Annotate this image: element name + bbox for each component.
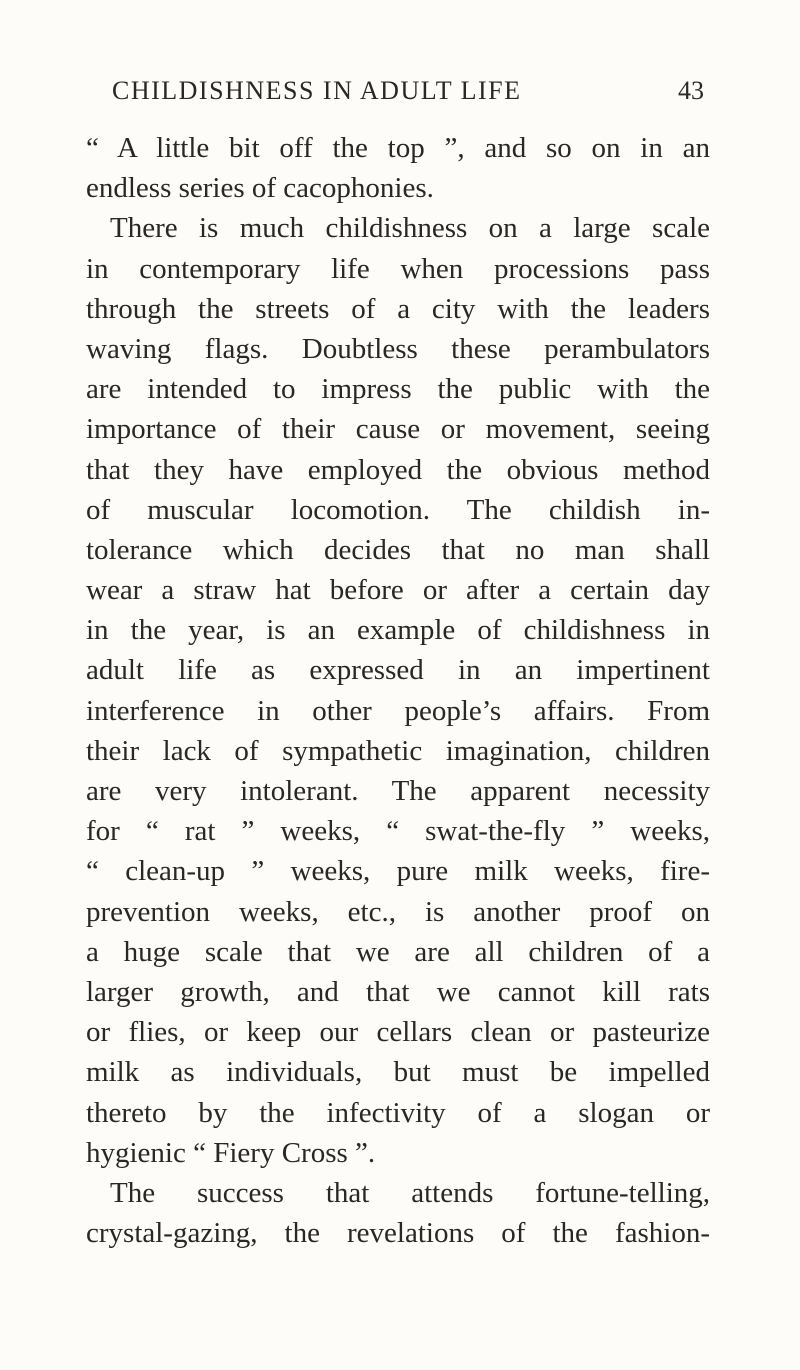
text-line: tolerance which decides that no man shall bbox=[86, 533, 710, 566]
text-line: adult life as expressed in an impertinent bbox=[86, 654, 710, 687]
text-line: hygienic “ Fiery Cross ”. bbox=[86, 1136, 376, 1169]
text-line: There is much childishness on a large scale bbox=[110, 212, 710, 245]
body-text bbox=[86, 128, 710, 1253]
text-line: interference in other people’s affairs. From bbox=[86, 694, 710, 727]
text-line: a huge scale that we are all children of a bbox=[86, 935, 710, 968]
text-line: crystal-gazing, the revelations of the fashion- bbox=[86, 1217, 710, 1250]
text-line: or flies, or keep our cellars clean or pasteurize bbox=[86, 1016, 710, 1049]
text-line: in the year, is an example of childishness in bbox=[86, 614, 710, 647]
text-line: prevention weeks, etc., is another proof on bbox=[86, 895, 710, 928]
text-line: “ A little bit off the top ”, and so on in an bbox=[86, 132, 710, 164]
text-line: in contemporary life when processions pass bbox=[86, 252, 710, 285]
text-line: importance of their cause or movement, seeing bbox=[86, 413, 710, 446]
text-line: are very intolerant. The apparent necessity bbox=[86, 775, 710, 807]
text-line: for “ rat ” weeks, “ swat-the-fly ” weeks, bbox=[86, 815, 710, 848]
text-line: “ clean-up ” weeks, pure milk weeks, fire- bbox=[86, 855, 710, 888]
text-line: through the streets of a city with the leaders bbox=[86, 292, 710, 325]
text-line: milk as individuals, but must be impelled bbox=[86, 1056, 710, 1089]
text-line: are intended to impress the public with the bbox=[86, 373, 710, 406]
text-line: thereto by the infectivity of a slogan or bbox=[86, 1096, 710, 1129]
running-title: CHILDISHNESS IN ADULT LIFE bbox=[112, 76, 522, 105]
text-line: The success that attends fortune-telling, bbox=[110, 1176, 710, 1209]
text-line: waving flags. Doubtless these perambulators bbox=[86, 332, 710, 365]
page-number: 43 bbox=[678, 76, 704, 105]
running-head bbox=[112, 74, 704, 114]
text-line: their lack of sympathetic imagination, children bbox=[86, 734, 710, 767]
text-line: of muscular locomotion. The childish in- bbox=[86, 493, 710, 526]
text-line: that they have employed the obvious method bbox=[86, 453, 710, 486]
text-line: endless series of cacophonies. bbox=[86, 172, 434, 205]
text-line: wear a straw hat before or after a certain day bbox=[86, 574, 710, 607]
text-line: larger growth, and that we cannot kill rats bbox=[86, 975, 710, 1008]
